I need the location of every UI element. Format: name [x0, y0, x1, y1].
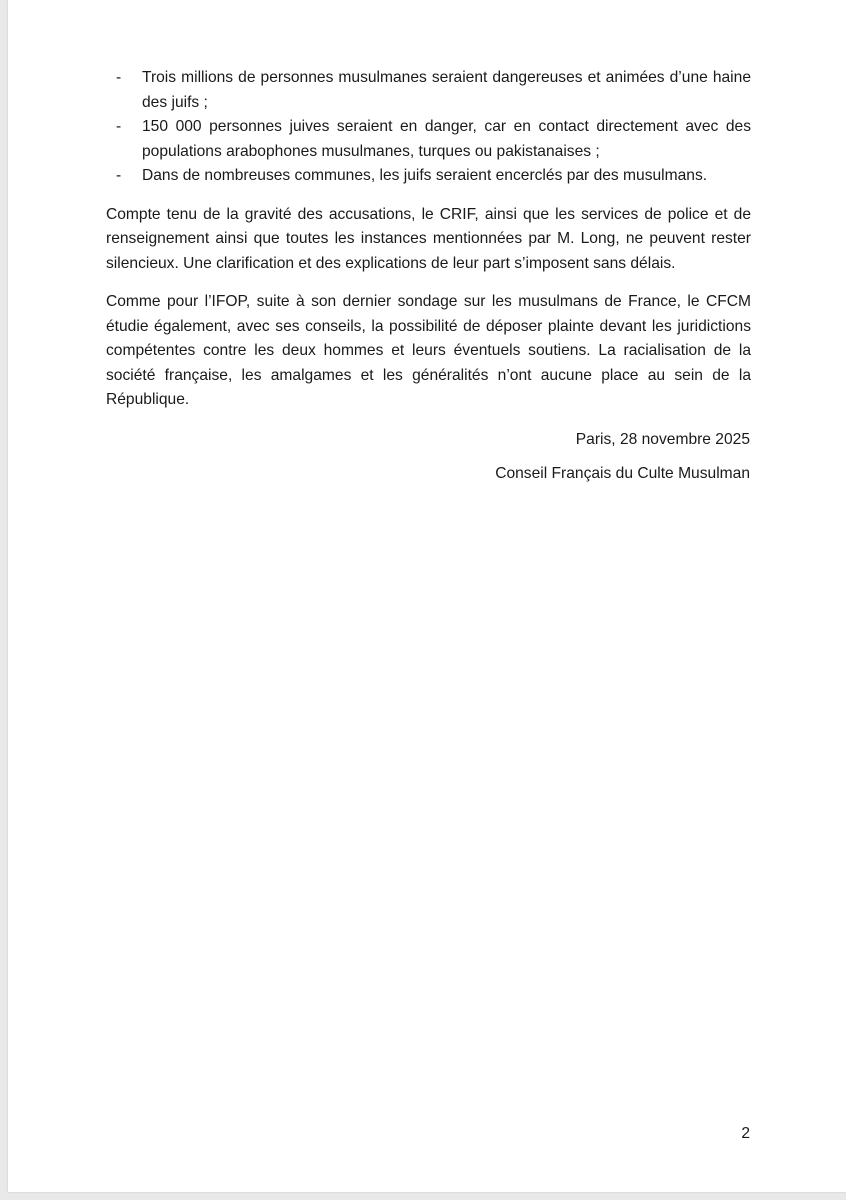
list-item [106, 66, 751, 115]
organization-name: Conseil Français du Culte Musulman [495, 464, 750, 482]
paragraph-complaint: Comme pour l’IFOP, suite à son dernier sondage sur les musulmans de France, le CFCM étudie également, avec ses conseils, la possibilité de déposer plainte devant les juridictions compétentes contre les deux hommes et leurs éventuels soutiens. La racialisation de la société française, les amalgames et les généralités n’ont aucune place au sein de la République. [106, 293, 751, 408]
page-number: 2 [741, 1125, 750, 1142]
document-page [8, 0, 846, 1192]
bullet-dash: - [116, 167, 122, 184]
bullet-dash: - [116, 69, 122, 86]
list-item [106, 115, 751, 164]
bullet-text: Dans de nombreuses communes, les juifs seraient encerclés par des musulmans. [142, 167, 708, 184]
list-item [106, 164, 751, 189]
bullet-dash: - [116, 118, 122, 135]
bullet-text: 150 000 personnes juives seraient en danger, car en contact directement avec des populations arabophones musulmanes, turques ou pakistanaises ; [142, 118, 751, 160]
document-body [106, 66, 751, 413]
signature-block [495, 428, 750, 486]
bullet-list [106, 66, 751, 189]
place-date: Paris, 28 novembre 2025 [575, 431, 750, 448]
paragraph-clarification: Compte tenu de la gravité des accusations, le CRIF, ainsi que les services de police et de renseignement ainsi que toutes les instances mentionnées par M. Long, ne peuvent rester silencieux. Une clarification et des explications de leur part s’imposent sans délais. [106, 205, 751, 272]
bullet-text: Trois millions de personnes musulmanes seraient dangereuses et animées d’une haine des juifs ; [142, 69, 751, 111]
